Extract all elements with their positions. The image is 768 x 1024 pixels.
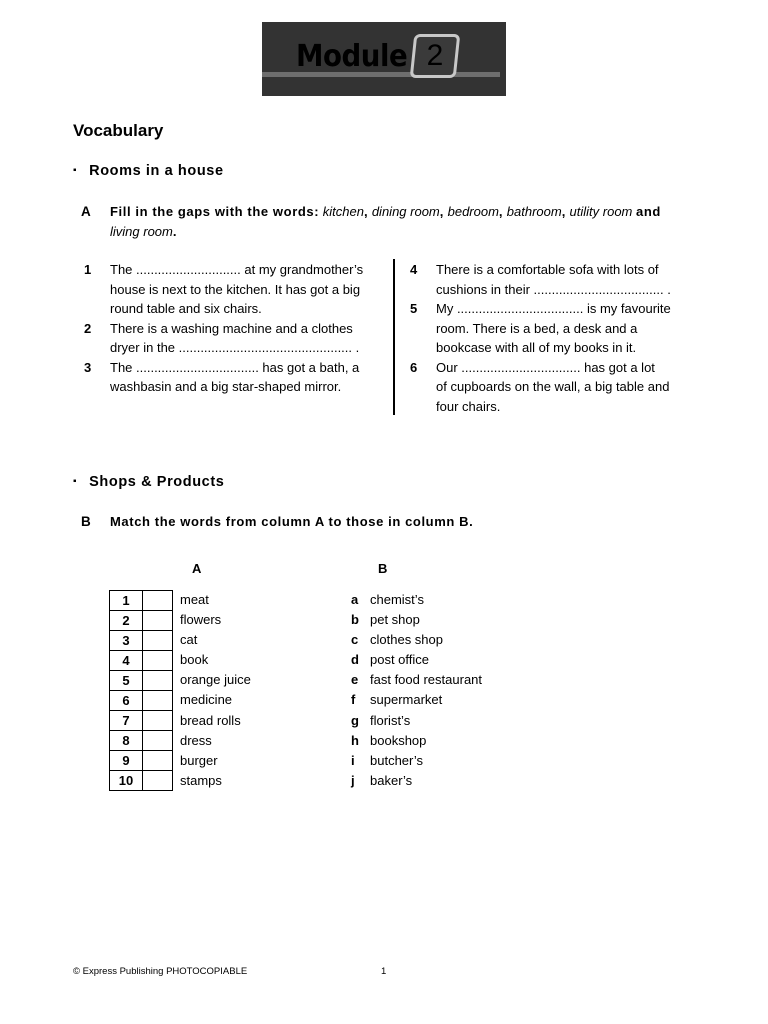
item-line: bookcase with all of my books in it. bbox=[436, 340, 637, 355]
column-b-list bbox=[370, 590, 570, 791]
word-utility-room: utility room bbox=[569, 204, 633, 219]
word-b-item: florist’s bbox=[370, 712, 411, 728]
answer-cell[interactable] bbox=[143, 591, 173, 611]
option-letter: j bbox=[351, 772, 355, 788]
answer-cell[interactable] bbox=[143, 751, 173, 771]
answer-cell[interactable] bbox=[143, 731, 173, 751]
option-letter: f bbox=[351, 692, 356, 708]
table-row bbox=[110, 711, 173, 731]
word-and: and bbox=[636, 204, 661, 219]
section-rooms-title bbox=[73, 163, 224, 179]
task-letter-a: A bbox=[81, 204, 91, 219]
word-bathroom: bathroom bbox=[506, 204, 562, 219]
banner-number: 2 bbox=[426, 39, 444, 72]
sep: , bbox=[561, 204, 566, 219]
option-letter: a bbox=[351, 592, 359, 607]
table-row bbox=[110, 651, 173, 671]
item-number: 4 bbox=[410, 262, 418, 277]
column-b-header: B bbox=[378, 561, 388, 576]
row-number: 4 bbox=[110, 651, 143, 671]
word-a-item: burger bbox=[180, 752, 218, 768]
word-dining-room: dining room bbox=[371, 204, 440, 219]
answer-cell[interactable] bbox=[143, 771, 173, 791]
option-letter: g bbox=[351, 712, 359, 728]
table-row bbox=[110, 731, 173, 751]
word-a-item: stamps bbox=[180, 772, 222, 788]
row-number: 5 bbox=[110, 671, 143, 691]
item-number: 2 bbox=[84, 320, 92, 336]
task-letter-b: B bbox=[81, 514, 91, 529]
row-number: 8 bbox=[110, 731, 143, 751]
row-number: 10 bbox=[110, 771, 143, 791]
item-line: The .................................. has got a bath, a bbox=[110, 359, 360, 375]
bullet-icon: ▪ bbox=[73, 476, 78, 487]
word-b-item: chemist’s bbox=[370, 592, 424, 607]
sep: , bbox=[498, 204, 504, 219]
column-b-letters bbox=[351, 590, 367, 791]
row-number: 9 bbox=[110, 751, 143, 771]
answer-grid bbox=[109, 590, 173, 791]
section-shops-title bbox=[73, 474, 224, 490]
item-line: The ............................. at my grandmother’s bbox=[110, 262, 364, 277]
word-b-item: butcher’s bbox=[370, 752, 423, 768]
option-letter: d bbox=[351, 652, 359, 668]
word-b-item: fast food restaurant bbox=[370, 672, 483, 688]
table-row bbox=[110, 671, 173, 691]
column-divider bbox=[393, 259, 395, 415]
option-letter: h bbox=[351, 732, 359, 748]
bullet-icon: ▪ bbox=[73, 165, 78, 176]
table-row bbox=[110, 751, 173, 771]
word-b-item: supermarket bbox=[370, 692, 443, 708]
word-a-item: dress bbox=[180, 732, 212, 748]
item-line: There is a comfortable sofa with lots of bbox=[436, 262, 659, 277]
section-title: Rooms in a house bbox=[89, 163, 224, 179]
item-number: 1 bbox=[84, 262, 92, 277]
option-letter: c bbox=[351, 632, 359, 648]
option-letter: e bbox=[351, 672, 359, 688]
word-a-item: bread rolls bbox=[180, 712, 241, 728]
item-line: house is next to the kitchen. It has got a big bbox=[110, 281, 361, 297]
word-a-item: meat bbox=[180, 592, 209, 607]
row-number: 7 bbox=[110, 711, 143, 731]
item-number: 3 bbox=[84, 359, 92, 375]
row-number: 6 bbox=[110, 691, 143, 711]
item-line: room. There is a bed, a desk and a bbox=[436, 320, 638, 336]
word-b-item: clothes shop bbox=[370, 632, 443, 648]
answer-cell[interactable] bbox=[143, 711, 173, 731]
word-a-item: medicine bbox=[180, 692, 233, 708]
word-a-item: flowers bbox=[180, 612, 222, 628]
row-number: 2 bbox=[110, 611, 143, 631]
option-letter: i bbox=[351, 752, 355, 768]
module-banner bbox=[262, 22, 506, 96]
table-row bbox=[110, 591, 173, 611]
word-a-item: cat bbox=[180, 632, 198, 648]
task-a-instruction bbox=[110, 202, 670, 241]
word-living-room: living room bbox=[110, 223, 173, 239]
answer-cell[interactable] bbox=[143, 611, 173, 631]
table-row bbox=[110, 611, 173, 631]
banner-module-word: Module bbox=[296, 39, 408, 74]
page-heading: Vocabulary bbox=[73, 121, 164, 140]
option-letter: b bbox=[351, 612, 359, 628]
item-line: round table and six chairs. bbox=[110, 301, 262, 316]
item-number: 5 bbox=[410, 301, 418, 316]
item-line: My ................................... is my favourite bbox=[436, 301, 671, 316]
column-a-list bbox=[180, 590, 350, 791]
item-line: Our ................................. has got a lot bbox=[436, 359, 655, 375]
footer-copyright: © Express Publishing PHOTOCOPIABLE bbox=[73, 966, 248, 977]
instruction-text: Fill in the gaps with the words: bbox=[110, 204, 320, 219]
word-bedroom: bedroom bbox=[447, 204, 499, 219]
item-number: 6 bbox=[410, 359, 418, 375]
item-line: washbasin and a big star-shaped mirror. bbox=[110, 379, 342, 394]
sep: , bbox=[363, 204, 369, 219]
answer-cell[interactable] bbox=[143, 631, 173, 651]
column-a-header: A bbox=[192, 561, 202, 576]
answer-cell[interactable] bbox=[143, 651, 173, 671]
table-row bbox=[110, 631, 173, 651]
item-line: dryer in the ................................................ . bbox=[110, 340, 360, 355]
word-b-item: bookshop bbox=[370, 732, 427, 748]
word-b-item: baker’s bbox=[370, 772, 413, 788]
footer-page-number: 1 bbox=[381, 966, 387, 977]
item-line: four chairs. bbox=[436, 398, 501, 414]
answer-cell[interactable] bbox=[143, 671, 173, 691]
row-number: 1 bbox=[110, 591, 143, 611]
banner-number-box bbox=[410, 34, 461, 78]
item-line: of cupboards on the wall, a big table and bbox=[436, 379, 670, 394]
item-line: There is a washing machine and a clothes bbox=[110, 320, 353, 336]
section-title: Shops & Products bbox=[89, 474, 225, 490]
word-a-item: book bbox=[180, 652, 209, 668]
item-line: cushions in their .................................... . bbox=[436, 281, 671, 297]
word-a-item: orange juice bbox=[180, 672, 251, 688]
word-kitchen: kitchen bbox=[322, 204, 364, 219]
sep: , bbox=[439, 204, 444, 219]
task-b-instruction: Match the words from column A to those in column B. bbox=[110, 514, 474, 529]
word-b-item: post office bbox=[370, 652, 430, 668]
period: . bbox=[172, 223, 178, 239]
answer-cell[interactable] bbox=[143, 691, 173, 711]
word-b-item: pet shop bbox=[370, 612, 420, 628]
table-row bbox=[110, 691, 173, 711]
table-row bbox=[110, 771, 173, 791]
row-number: 3 bbox=[110, 631, 143, 651]
